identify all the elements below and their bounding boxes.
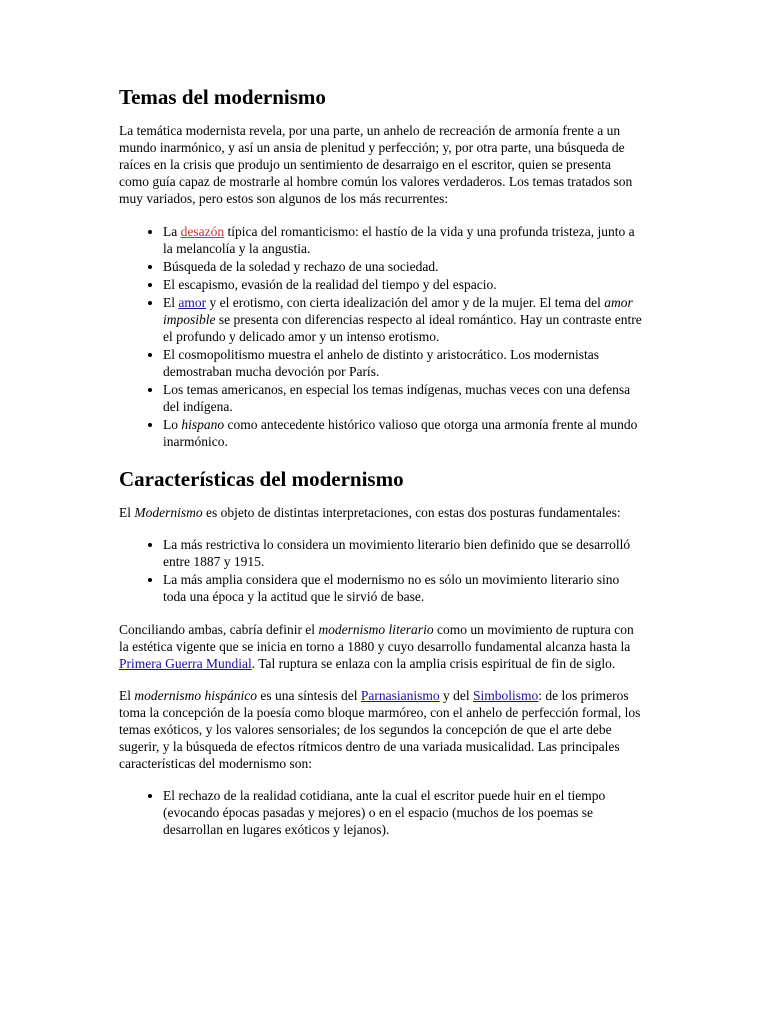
- posturas-list: [119, 536, 643, 605]
- list-item: • La más amplia considera que el modernismo no es sólo un movimiento literario sino toda una época y la actitud que le sirvió de base.: [163, 571, 643, 605]
- link-primera-guerra-mundial[interactable]: Primera Guerra Mundial: [119, 656, 252, 671]
- list-item: • Lo hispano como antecedente histórico valioso que otorga una armonía frente al mundo inarmónico.: [163, 416, 643, 450]
- temas-list: [119, 223, 643, 450]
- link-desazon[interactable]: desazón: [180, 224, 225, 239]
- link-parnasianismo[interactable]: Parnasianismo: [360, 688, 440, 703]
- link-simbolismo[interactable]: Simbolismo: [473, 688, 539, 703]
- document-content: [119, 84, 643, 839]
- section-title-caracteristicas: Características del modernismo: [119, 467, 404, 491]
- list-item: • La más restrictiva lo considera un movimiento literario bien definido que se desarrolló entre 1887 y 1915.: [163, 536, 643, 570]
- list-item: • El rechazo de la realidad cotidiana, ante la cual el escritor puede huir en el tiempo (evocando épocas pasadas y mejores) o en el espacio (muchos de los poemas se desarrollan en lugares exóticos y lejanos).: [163, 787, 643, 838]
- paragraph-conciliando: Conciliando ambas, cabría definir el modernismo literario como un movimiento de ruptura con la estética vigente que se inicia en torno a 1880 y cuyo desarrollo fundamental alcanza hasta la Primera Guerra Mundial. Tal ruptura se enlaza con la amplia crisis espiritual de fin de siglo.: [119, 622, 634, 671]
- paragraph-modernismo-hispanico: El modernismo hispánico es una síntesis del Parnasianismo y del Simbolismo: de los primeros toma la concepción de la poesía como bloque marmóreo, con el anhelo de perfección formal, los temas exóticos, y los valores sensoriales; de los segundos la concepción de que el arte debe sugerir, y la búsqueda de efectos rítmicos dentro de una variada musicalidad. Las principales características del modernismo son:: [119, 688, 641, 771]
- list-item: • Búsqueda de la soledad y rechazo de una sociedad.: [163, 258, 643, 275]
- list-item: • El cosmopolitismo muestra el anhelo de distinto y aristocrático. Los modernistas demostraban mucha devoción por París.: [163, 346, 643, 380]
- list-item: • El amor y el erotismo, con cierta idealización del amor y de la mujer. El tema del amor imposible se presenta con diferencias respecto al ideal romántico. Hay un contraste entre el profundo y delicado amor y un intenso erotismo.: [163, 294, 643, 345]
- paragraph-interpretaciones: El Modernismo es objeto de distintas interpretaciones, con estas dos posturas fundamentales:: [119, 505, 621, 520]
- section-title-temas: Temas del modernismo: [119, 85, 326, 109]
- caracteristicas-list: [119, 787, 643, 838]
- list-item: • Los temas americanos, en especial los temas indígenas, muchas veces con una defensa del indígena.: [163, 381, 643, 415]
- link-amor[interactable]: amor: [178, 295, 207, 310]
- intro-paragraph: La temática modernista revela, por una parte, un anhelo de recreación de armonía frente a un mundo inarmónico, y así un ansia de plenitud y perfección; y, por otra parte, una búsqueda de raíces en la crisis que produjo un sentimiento de desarraigo en el escritor, quien se presenta como guía capaz de mostrarle al hombre común los valores verdaderos. Los temas tratados son muy variados, pero estos son algunos de los más recurrentes:: [119, 123, 633, 206]
- list-item: • La desazón típica del romanticismo: el hastío de la vida y una profunda tristeza, junto a la melancolía y la angustia.: [163, 223, 643, 257]
- list-item: • El escapismo, evasión de la realidad del tiempo y del espacio.: [163, 276, 643, 293]
